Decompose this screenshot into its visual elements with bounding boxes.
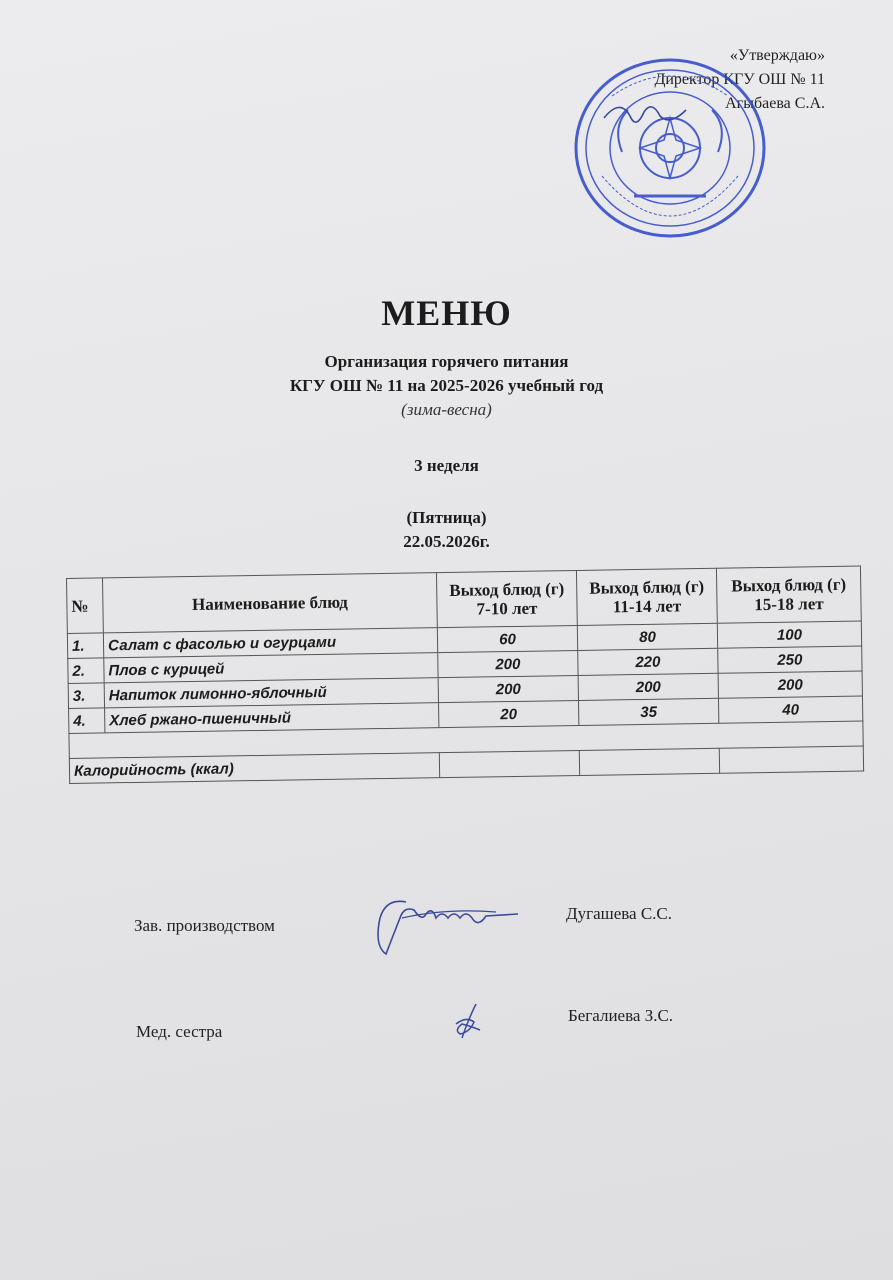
calories-15-18 [719,746,863,773]
calories-label: Калорийность (ккал) [69,753,439,784]
portion-7-10: 200 [438,675,578,702]
menu-table [66,566,864,784]
portion-11-14: 35 [578,698,718,725]
production-signature-icon [366,888,526,960]
row-num: 2. [68,658,104,684]
portion-7-10: 60 [437,625,577,652]
week-label: 3 неделя [414,456,479,475]
header-age-15-18: Выход блюд (г) 15-18 лет [716,566,861,623]
date-label: 22.05.2026г. [403,532,490,551]
nurse-role: Мед. сестра [136,1022,223,1041]
dish-name: Плов с курицей [104,653,438,683]
portion-15-18: 200 [718,671,862,698]
nurse-signature-icon [440,1000,490,1044]
dish-name: Хлеб ржано-пшеничный [105,703,439,733]
season-label: (зима-весна) [401,400,492,419]
dish-name: Салат с фасолью и огурцами [103,628,437,658]
header-num: № [67,578,104,634]
row-num: 3. [68,683,104,709]
portion-15-18: 100 [717,621,861,648]
portion-11-14: 220 [578,648,718,675]
row-num: 4. [69,708,105,734]
approval-signer: Агыбаева С.А. [725,95,825,112]
portion-11-14: 200 [578,673,718,700]
dish-name: Напиток лимонно-яблочный [104,678,438,708]
portion-15-18: 40 [718,696,862,723]
calories-11-14 [579,748,719,775]
header-age-7-10: Выход блюд (г) 7-10 лет [436,570,577,627]
day-label: (Пятница) [406,508,487,527]
production-role: Зав. производством [134,916,275,935]
header-name: Наименование блюд [103,573,438,633]
subtitle-line1: Организация горячего питания [324,352,569,371]
official-stamp-icon [572,56,768,240]
portion-7-10: 200 [438,650,578,677]
header-age-11-14: Выход блюд (г) 11-14 лет [576,568,717,625]
approval-heading: «Утверждаю» [729,47,825,64]
portion-15-18: 250 [718,646,862,673]
page-title: МЕНЮ [381,293,512,333]
nurse-name: Бегалиева З.С. [568,1006,674,1025]
row-num: 1. [67,633,103,659]
production-name: Дугашева С.С. [566,904,673,923]
director-signature-icon [600,96,690,136]
subtitle-line2: КГУ ОШ № 11 на 2025-2026 учебный год [289,376,604,395]
portion-11-14: 80 [577,623,717,650]
portion-7-10: 20 [439,700,579,727]
calories-7-10 [439,750,579,777]
approval-position: Директор КГУ ОШ № 11 [654,71,825,88]
